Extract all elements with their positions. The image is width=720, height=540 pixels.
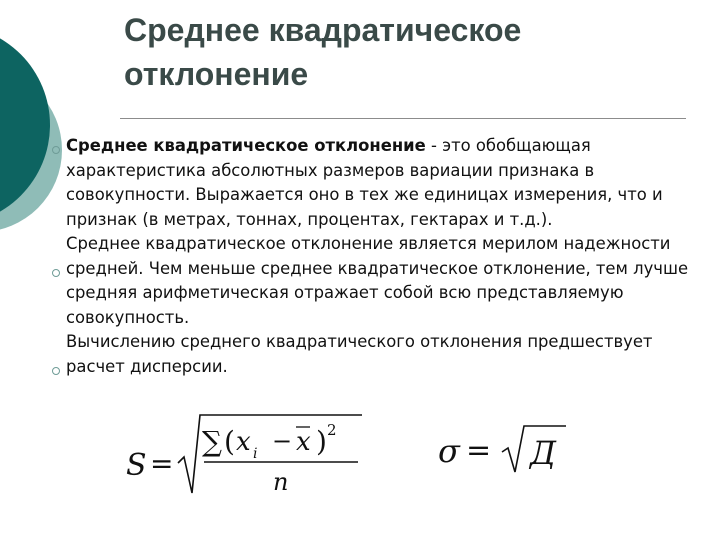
defined-term: Среднее квадратическое отклонение — [66, 136, 426, 155]
subscript-i: i — [253, 446, 258, 462]
sigma-formula — [436, 420, 576, 480]
bullet-marker-3 — [52, 367, 60, 375]
paragraph-definition — [66, 134, 702, 232]
open-paren: ( — [224, 425, 235, 458]
x-bar-symbol: x — [296, 427, 311, 457]
close-paren: ) — [316, 425, 327, 458]
slide-body — [66, 134, 702, 379]
sigma-equals: = — [466, 433, 492, 468]
paragraph-reliability: Среднее квадратическое отклонение является мерилом надежности средней. Чем меньше среднее квадратическое отклонение, тем лучше средняя арифметическая отражает собой всю представляемую совокупность. — [66, 234, 689, 327]
minus-sign: − — [272, 427, 293, 455]
exponent-2: 2 — [327, 421, 337, 439]
paragraph-dispersion: Вычислению среднего квадратического отклонения предшествует расчет дисперсии. — [66, 332, 653, 376]
bullet-marker-1 — [52, 146, 60, 154]
slide-title — [124, 8, 684, 96]
definition-text: - это обобщающая характеристика абсолютных размеров вариации признака в совокупности. Выражается оно в тех же единицах измерения, что и признак (в метрах, тоннах, процентах, гектарах и т.д.). — [66, 136, 663, 229]
std-deviation-formula — [120, 405, 370, 501]
title-divider — [120, 118, 686, 119]
sigma-symbol: σ — [438, 432, 460, 470]
slide-title-line-2: отклонение — [124, 56, 309, 92]
formula-equals: = — [150, 447, 174, 480]
formula-lhs-s: S — [126, 448, 147, 483]
slide-title-line-1: Среднее квадратическое — [124, 12, 522, 48]
bullet-marker-2 — [52, 269, 60, 277]
denominator-n: n — [273, 468, 289, 496]
x-i-symbol: x — [236, 427, 251, 457]
dispersion-symbol: Д — [530, 434, 557, 472]
sum-symbol: ∑ — [202, 425, 222, 458]
